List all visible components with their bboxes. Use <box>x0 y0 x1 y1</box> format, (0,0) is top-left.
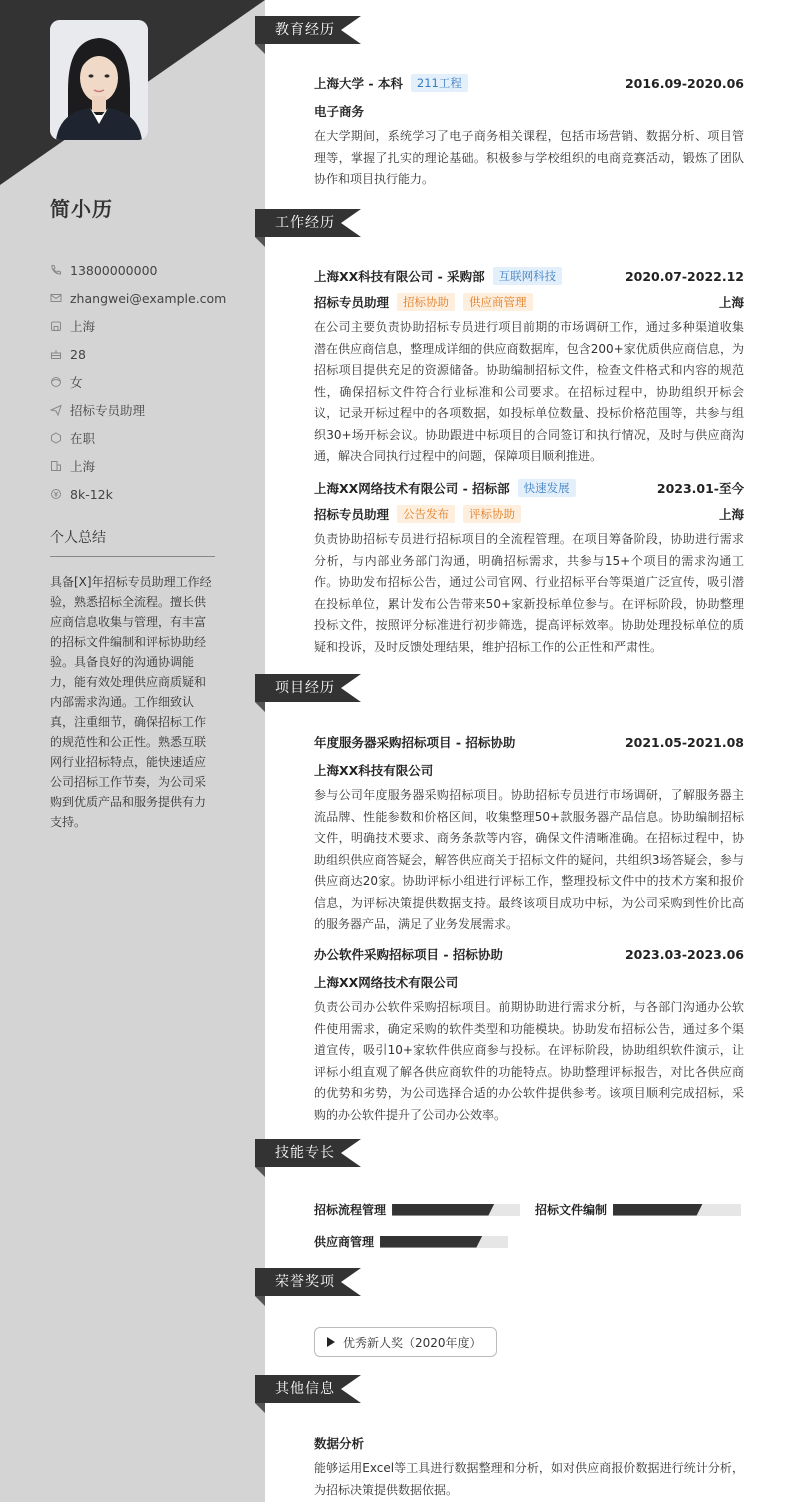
skill-bar <box>392 1204 520 1216</box>
info-text: 13800000000 <box>70 262 158 278</box>
section-title: 项目经历 <box>255 674 341 702</box>
role-tag: 招标协助 <box>397 293 455 311</box>
project-title: 办公软件采购招标项目 - 招标协助 <box>314 947 503 962</box>
building-icon <box>50 460 62 472</box>
company-tag: 快速发展 <box>518 479 576 497</box>
info-status <box>50 424 250 452</box>
job-role: 招标专员助理 <box>314 507 390 522</box>
company-name: 上海XX科技有限公司 - 采购部 <box>314 269 485 284</box>
project-date: 2023.03-2023.06 <box>624 946 744 962</box>
education-entry <box>314 74 744 191</box>
skill-item <box>535 1201 741 1218</box>
work-date: 2023.01-至今 <box>656 481 744 496</box>
avatar <box>50 20 148 140</box>
school-tag: 211工程 <box>411 74 468 92</box>
summary-title: 个人总结 <box>50 527 215 557</box>
section-title: 教育经历 <box>255 16 341 44</box>
gender-icon <box>50 376 62 388</box>
skill-fill <box>613 1204 703 1216</box>
other-desc: 能够运用Excel等工具进行数据整理和分析，如对供应商报价数据进行统计分析，为招标决策提供数据依据。 <box>314 1461 744 1497</box>
info-gender <box>50 368 250 396</box>
school-name: 上海大学 - 本科 <box>314 76 403 91</box>
work-entry <box>314 479 744 658</box>
work-desc: 在公司主要负责协助招标专员进行项目前期的市场调研工作，通过多种渠道收集潜在供应商信息，整理成详细的供应商数据库，包含200+家优质供应商信息，为招标项目提供充足的资源储备。协助编制招标文件，检查文件格式和内容的规范性，确保招标文件符合行业标准和公司要求。在招标过程中，协助组织开标会议，记录开标过程中的各项数据，如投标单位数量、投标价格范围等，共参与组织30+场开标会议。协助跟进中标项目的合同签订和执行情况，及时与供应商沟通，解决合同执行过程中的问题，保障项目顺利推进。 <box>314 320 744 463</box>
project-entry <box>314 945 744 1126</box>
project-desc: 负责公司办公软件采购招标项目。前期协助进行需求分析，与各部门沟通办公软件使用需求，确定采购的软件类型和功能模块。协助发布招标公告，通过多个渠道宣传，吸引10+家软件供应商参与投标。在评标阶段，协助组织软件演示，让评标小组直观了解各供应商软件的功能特点。协助整理评标报告，对比各供应商的优势和劣势，为公司选择合适的办公软件提供参考。该项目顺利完成招标，采购的办公软件提升了公司办公效率。 <box>314 1000 744 1122</box>
role-tag: 公告发布 <box>397 505 455 523</box>
project-date: 2021.05-2021.08 <box>624 734 744 750</box>
info-text: 8k-12k <box>70 486 113 502</box>
skill-item <box>314 1233 508 1250</box>
project-company: 上海XX科技有限公司 <box>314 763 434 778</box>
salary-icon <box>50 488 62 500</box>
email-icon <box>50 292 62 304</box>
age-icon <box>50 348 62 360</box>
other-title: 数据分析 <box>314 1436 365 1451</box>
play-icon <box>327 1337 335 1347</box>
skill-name: 招标文件编制 <box>535 1203 608 1217</box>
work-city: 上海 <box>718 295 744 310</box>
skill-bar <box>613 1204 741 1216</box>
info-text: 28 <box>70 346 86 362</box>
skill-bar <box>380 1236 508 1248</box>
project-title: 年度服务器采购招标项目 - 招标协助 <box>314 735 516 750</box>
company-name: 上海XX网络技术有限公司 - 招标部 <box>314 481 510 496</box>
skill-item <box>314 1201 520 1218</box>
info-text: zhangwei@example.com <box>70 290 227 306</box>
education-date: 2016.09-2020.06 <box>624 75 744 91</box>
info-age <box>50 340 250 368</box>
section-title: 荣誉奖项 <box>255 1268 341 1296</box>
section-title: 技能专长 <box>255 1139 341 1167</box>
project-company: 上海XX网络技术有限公司 <box>314 975 459 990</box>
section-title: 工作经历 <box>255 209 341 237</box>
role-tag: 供应商管理 <box>463 293 533 311</box>
work-desc: 负责协助招标专员进行招标项目的全流程管理。在项目筹备阶段，协助进行需求分析，与内部业务部门沟通，明确招标需求，共参与15+个项目的需求沟通工作。协助发布招标公告，通过公司官网、行业招标平台等渠道广泛宣传，吸引潜在投标单位，累计发布公告带来50+家新投标单位参与。在评标阶段，协助整理投标文件，按照评分标准进行初步筛选，提高评标效率。协助处理投标单位的质疑和投诉，及时反馈处理结果，维护招标工作的公正性和严肃性。 <box>314 532 744 654</box>
sidebar <box>0 0 265 1502</box>
info-text: 招标专员助理 <box>70 403 146 418</box>
award-text: 优秀新人奖（2020年度） <box>343 1335 482 1350</box>
info-location <box>50 312 250 340</box>
company-tag: 互联网科技 <box>493 267 563 285</box>
work-city: 上海 <box>718 507 744 522</box>
education-desc: 在大学期间，系统学习了电子商务相关课程，包括市场营销、数据分析、项目管理等，掌握了扎实的理论基础。积极参与学校组织的电商竞赛活动，锻炼了团队协作和项目执行能力。 <box>314 129 744 186</box>
home-icon <box>50 320 62 332</box>
skill-fill <box>392 1204 494 1216</box>
info-text: 上海 <box>70 319 96 334</box>
send-icon <box>50 404 62 416</box>
work-entry <box>314 267 744 468</box>
section-title: 其他信息 <box>255 1375 341 1403</box>
major: 电子商务 <box>314 104 365 119</box>
project-entry <box>314 733 744 936</box>
project-desc: 参与公司年度服务器采购招标项目。协助招标专员进行市场调研，了解服务器主流品牌、性能参数和价格区间，收集整理50+款服务器产品信息。协助编制招标文件，明确技术要求、商务条款等内容，确保文件清晰准确。在招标过程中，协助组织供应商答疑会，解答供应商关于招标文件的疑问，共组织3场答疑会，参与供应商达20家。协助评标小组进行评标工作，整理投标文件中的技术方案和报价信息，为评标决策提供数据支持。最终该项目成功中标，为公司采购到性价比高的服务器产品，满足了业务发展需求。 <box>314 788 744 931</box>
award-item <box>314 1327 497 1357</box>
info-text: 女 <box>70 375 83 390</box>
phone-icon <box>50 264 62 276</box>
role-tag: 评标协助 <box>463 505 521 523</box>
info-phone <box>50 256 250 284</box>
status-icon <box>50 432 62 444</box>
info-email <box>50 284 250 312</box>
other-entry <box>314 1434 744 1501</box>
skill-fill <box>380 1236 482 1248</box>
work-date: 2020.07-2022.12 <box>624 268 744 284</box>
info-position <box>50 396 250 424</box>
summary-text: 具备[X]年招标专员助理工作经验，熟悉招标全流程。擅长供应商信息收集与管理，有丰富的招标文件编制和评标协助经验。具备良好的沟通协调能力，能有效处理供应商质疑和内部需求沟通。工作细致认真，注重细节，确保招标工作的规范性和公正性。熟悉互联网行业招标特点，能快速适应公司招标工作节奏，为公司采购到优质产品和服务提供有力支持。 <box>50 575 212 829</box>
info-salary <box>50 480 250 508</box>
info-city <box>50 452 250 480</box>
info-text: 在职 <box>70 431 96 446</box>
info-text: 上海 <box>70 459 96 474</box>
skill-name: 供应商管理 <box>314 1235 375 1249</box>
contact-info-list <box>50 256 250 508</box>
candidate-name: 简小历 <box>50 197 113 221</box>
skill-name: 招标流程管理 <box>314 1203 387 1217</box>
job-role: 招标专员助理 <box>314 295 390 310</box>
